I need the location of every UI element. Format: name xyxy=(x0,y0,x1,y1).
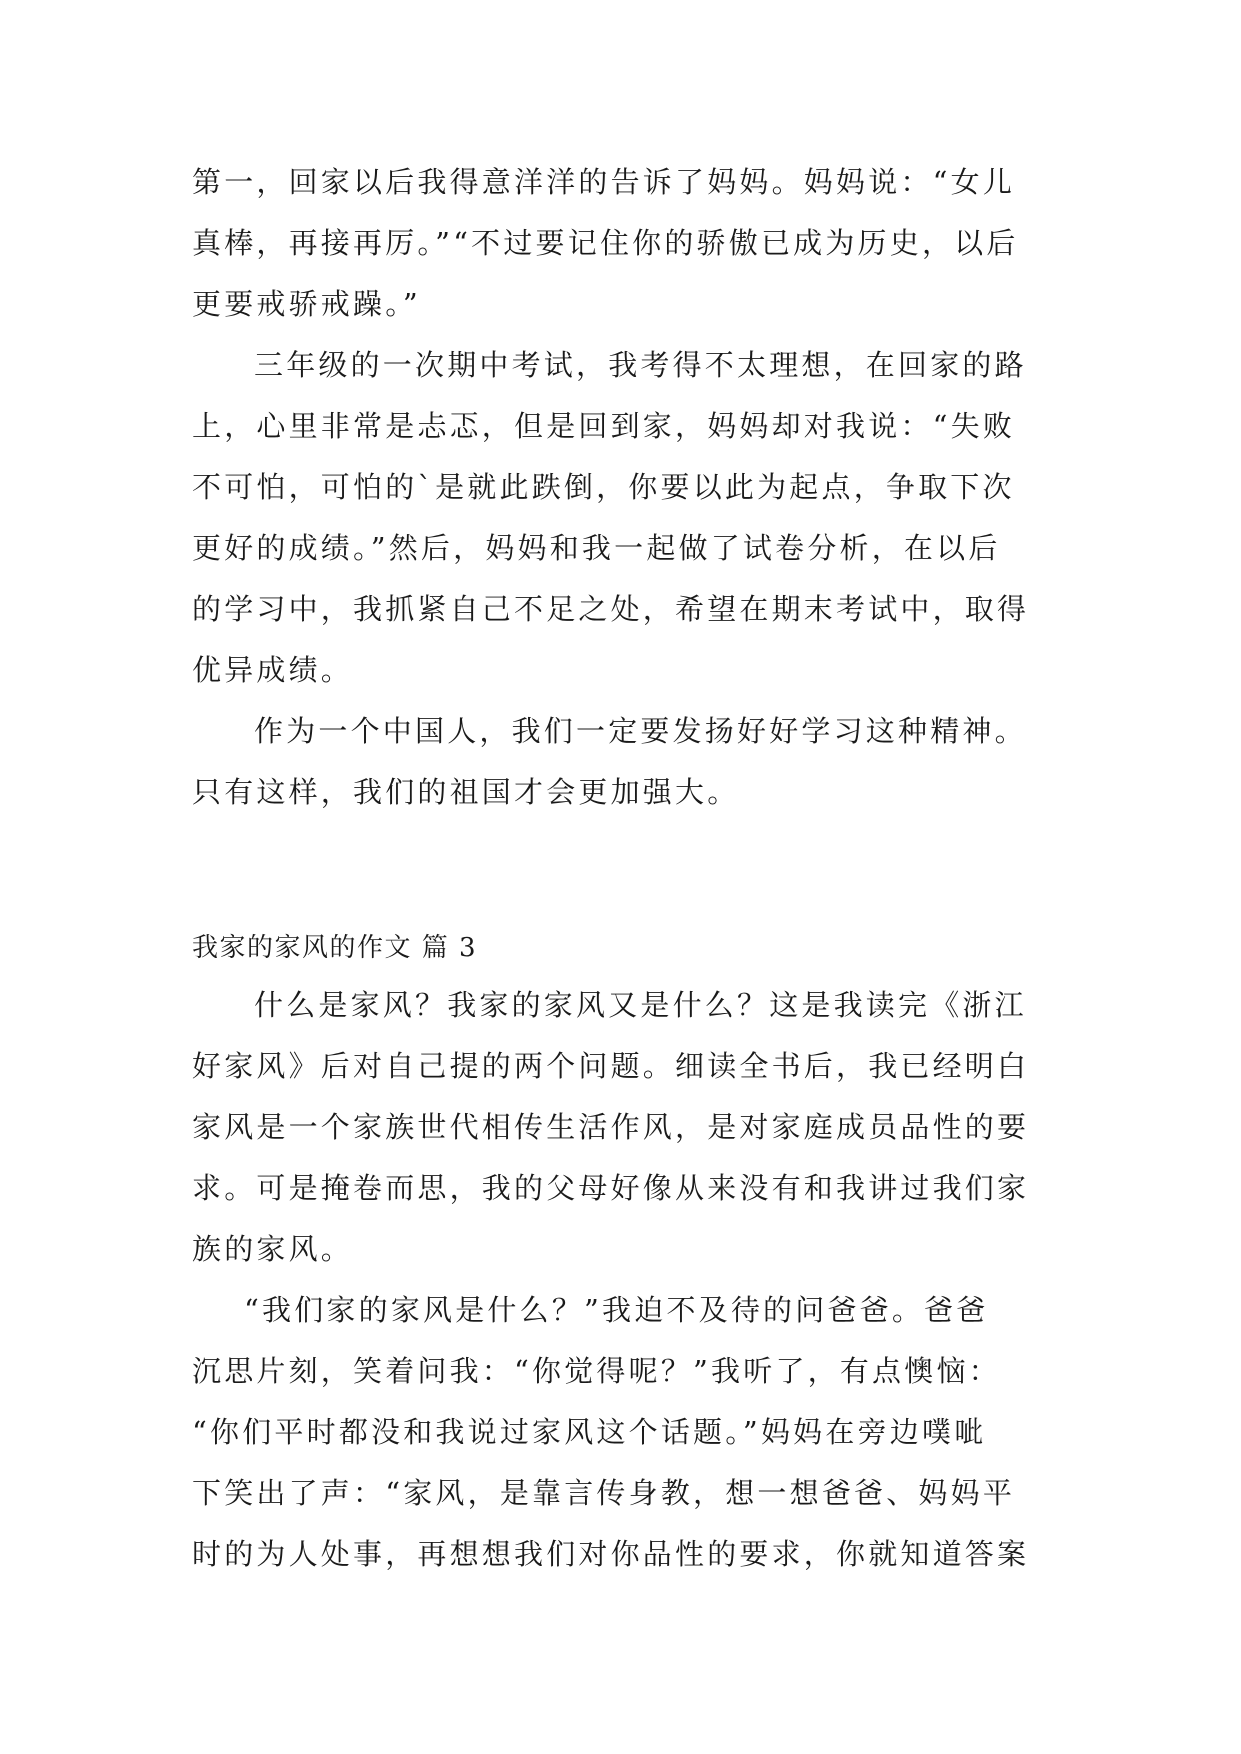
paragraph-line: “你们平时都没和我说过家风这个话题。”妈妈在旁边噗呲 xyxy=(192,1415,987,1449)
paragraph-line: 什么是家风？我家的家风又是什么？这是我读完《浙江 xyxy=(254,988,1027,1022)
paragraph-line: 求。可是掩卷而思，我的父母好像从来没有和我讲过我们家 xyxy=(192,1171,1030,1205)
paragraph-line: 只有这样，我们的祖国才会更加强大。 xyxy=(192,775,740,809)
paragraph-line: 族的家风。 xyxy=(192,1232,354,1266)
paragraph-line: 第一，回家以后我得意洋洋的告诉了妈妈。妈妈说：“女儿 xyxy=(192,165,1016,199)
paragraph-line: 的学习中，我抓紧自己不足之处，希望在期末考试中，取得 xyxy=(192,592,1030,626)
paragraph-line: 更好的成绩。”然后，妈妈和我一起做了试卷分析，在以后 xyxy=(192,531,1001,565)
paragraph-line: 优异成绩。 xyxy=(192,653,354,687)
paragraph-line: 更要戒骄戒躁。” xyxy=(192,287,421,321)
paragraph-line: 上，心里非常是忐忑，但是回到家，妈妈却对我说：“失败 xyxy=(192,409,1016,443)
paragraph-line: “我们家的家风是什么？”我迫不及待的问爸爸。爸爸 xyxy=(244,1293,989,1327)
paragraph-line: 作为一个中国人，我们一定要发扬好好学习这种精神。 xyxy=(254,714,1027,748)
paragraph-line: 不可怕，可怕的`是就此跌倒，你要以此为起点，争取下次 xyxy=(192,470,1015,504)
paragraph-line: 沉思片刻，笑着问我：“你觉得呢？”我听了，有点懊恼： xyxy=(192,1354,1001,1388)
paragraph-line: 家风是一个家族世代相传生活作风，是对家庭成员品性的要 xyxy=(192,1110,1030,1144)
paragraph-line: 下笑出了声：“家风，是靠言传身教，想一想爸爸、妈妈平 xyxy=(192,1476,1016,1510)
section-heading: 我家的家风的作文 篇 3 xyxy=(192,933,478,963)
paragraph-line: 好家风》后对自己提的两个问题。细读全书后，我已经明白 xyxy=(192,1049,1030,1083)
paragraph-line: 时的为人处事，再想想我们对你品性的要求，你就知道答案 xyxy=(192,1537,1030,1571)
paragraph-line: 真棒，再接再厉。”“不过要记住你的骄傲已成为历史，以后 xyxy=(192,226,1019,260)
paragraph-line: 三年级的一次期中考试，我考得不太理想，在回家的路 xyxy=(254,348,1027,382)
